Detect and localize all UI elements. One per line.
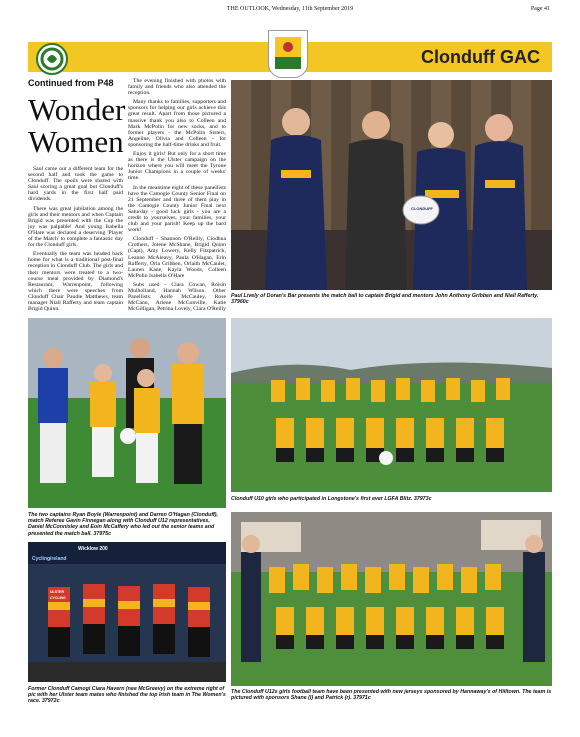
page-number: Page 41 xyxy=(530,6,550,12)
photo-presentation xyxy=(231,80,552,290)
continued-line: Continued from P48 xyxy=(28,78,114,88)
caption-photo-4: Former Clonduff Camogi Ciara Havern (nee McGreevy) on the extreme right of pic with her Ulster team mates who finished the top Irish team in The Women's race. 37972c xyxy=(28,686,226,705)
article-column-2 xyxy=(128,78,226,315)
paragraph: Many thanks to families, supporters and sponsors for helping our girls achieve this great result. Apart from those pictured a massive thank you also to Colleen and Mark McPolin for new socks, and to former players - the McPolin Sisters, Angeline, Olivia and Colleen - for sponsoring the half-time drinks and fruit. xyxy=(128,99,226,148)
jersey-text-cycling: CYCLING xyxy=(50,596,66,600)
jersey-text-ulster: ULSTER xyxy=(50,590,64,594)
paragraph: The evening finished with photos with family and friends who also attended the reception. xyxy=(128,78,226,97)
paragraph: Clonduff - Shannon O'Reilly, Ciodhna Crothers, Jolene McShane, Brigid Quinn (Capt), Amy Lowery, Kelly Fitzpatrick, Leanne McAleavy, Paula O'Hagan, Erin Rafferty, Orla Gribben, Orlaith McCaulet, Lauren Kane, Kayla Woods, Colleen McPolin Isabella O'Hare xyxy=(128,236,226,279)
paper-date: THE OUTLOOK, Wednesday, 11th September 2019 xyxy=(226,6,354,12)
gaa-logo-icon xyxy=(36,43,68,75)
caption-photo-2: The two captains Ryan Boyle (Warrenpoint) and Darren O'Hagan (Clonduff), match Referee Gavin Finnegan along with Clonduff U12 representatives, Daniel McConnisley and Eoin McCaffery who led out the senior teams and presented the match ball. 37975c xyxy=(28,512,219,537)
photo-captains xyxy=(28,318,226,508)
sign-cycling-ireland: Cyclingireland xyxy=(32,556,67,562)
photo-u10-girls xyxy=(231,318,552,492)
section-title: Clonduff GAC xyxy=(421,47,540,67)
photo-cycling xyxy=(28,542,226,682)
paragraph: Enjoy it girls! But only for a short time as there is the Ulster campaign on the horizon where you will meet the Tyrone Junior Champions in a couple of weeks' time. xyxy=(128,151,226,182)
caption-photo-5: The Clonduff U12s girls football team have been presented with new jerseys sponsored by Hannaway's of Hilltown. The team is pictured with sponsors Shane (l) and Patrick (r). 37971c xyxy=(231,689,552,702)
ball-label: CLONDUFF xyxy=(411,206,433,211)
paragraph: Eventually the team was headed back home for what is a traditional post-final reception in Clonduff Club. The girls and their mentors were treated to a two-course meal provided by Diamond's Restaurant, Warrenpoint, following which there were speeches from Clonduff Chair Paudie Matthews, team manager Niall Rafferty and team captain Brigid Quinn. xyxy=(28,251,123,313)
photo-u12-girls xyxy=(231,512,552,686)
caption-photo-3: Clonduff U10 girls who participated in Longstone's first ever LGFA Blitz. 37973c xyxy=(231,496,432,502)
paragraph: Subs used - Clara Cowan, Roisin Mulholland, Hannah Wilson. Other Panellists: Aoife McCauley, Rose McCann, Arlene McConville, Katie McGilligan, Petrina Lovely, Ciara O'Reilly xyxy=(128,281,226,313)
paragraph: In the meantime eight of these panellists have the Camogie County Senior Final on 21 September and three of them play in the Camogie County Junior Final next Saturday - good luck girls - you are a credit to yourselves, your families, your club and your parish! Keep up the hard work! xyxy=(128,184,226,234)
club-crest-icon xyxy=(268,30,308,78)
running-head xyxy=(0,4,580,16)
paragraph: Saul came out a different team for the second half and took the game to Clonduff. The spoils were shared with Saul scoring a great goal but Clonduff's hard yards in the first half paid dividends. xyxy=(28,166,123,203)
headline-line-1: Wonder xyxy=(28,92,126,127)
article-column-1 xyxy=(28,166,123,315)
sign-wicklow: Wicklow 200 xyxy=(78,546,108,552)
paragraph: There was great jubilation among the girls and their mentors and when Captain Brigid was presented with the Cup the joy was palpable! And young Isabella O'Hare was declared a deserving 'Player of the Match' to complete a fantastic day for the Clonduff girls. xyxy=(28,205,123,249)
headline-line-2: Women xyxy=(28,124,124,159)
caption-photo-1: Paul Lively of Doran's Bar presents the match ball to captain Brigid and mentors John Anthony Gribben and Niall Rafferty. 37960c xyxy=(231,293,539,306)
